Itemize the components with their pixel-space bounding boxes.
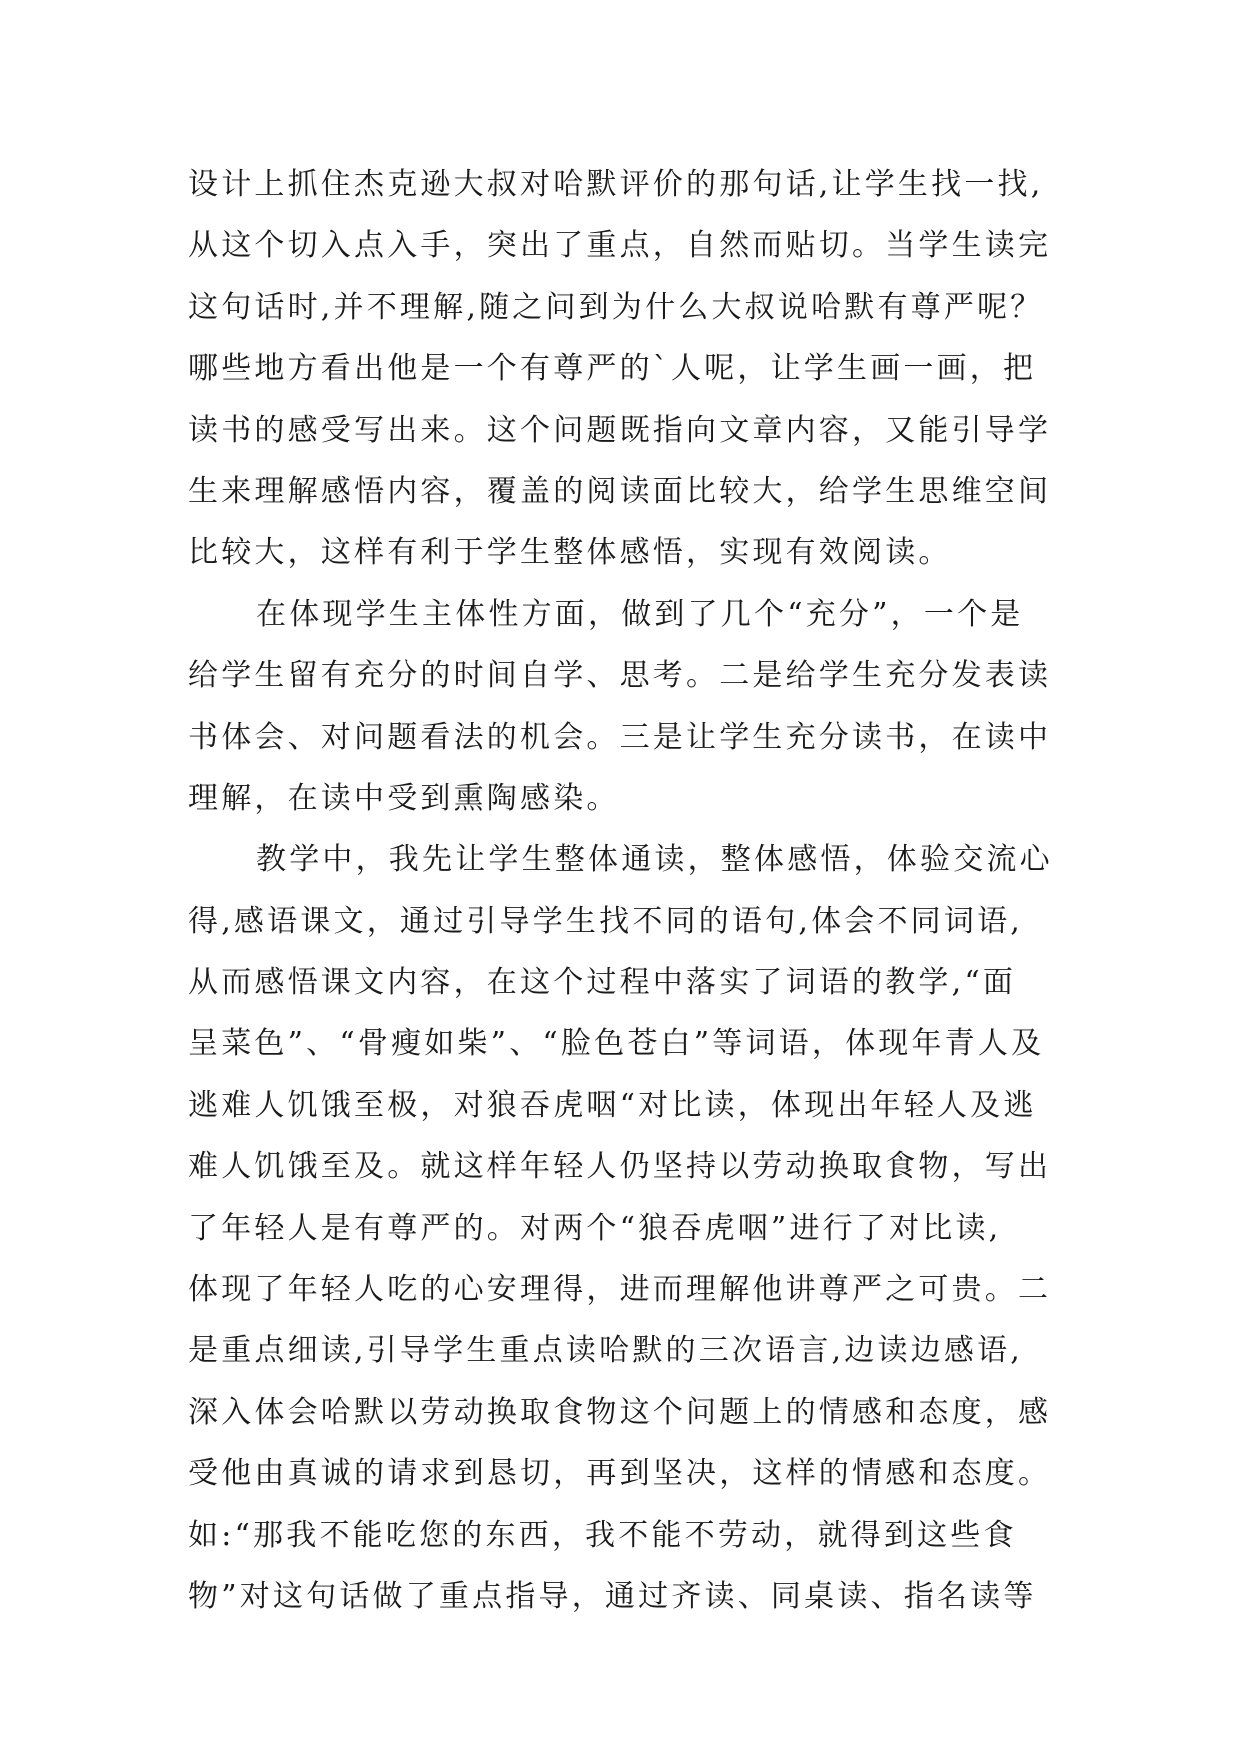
text-line: 体现了年轻人吃的心安理得，进而理解他讲尊严之可贵。二 — [188, 1272, 1052, 1308]
body-text — [188, 165, 1088, 1638]
text-line: 了年轻人是有尊严的。对两个“狼吞虎咽”进行了对比读, — [188, 1210, 1002, 1246]
text-line: 得,感语课文，通过引导学生找不同的语句,体会不同词语, — [188, 903, 1024, 939]
text-line: 设计上抓住杰克逊大叔对哈默评价的那句话,让学生找一找, — [188, 167, 1044, 202]
text-line: 生来理解感悟内容，覆盖的阅读面比较大，给学生思维空间 — [188, 473, 1052, 509]
text-line: 从这个切入点入手，突出了重点，自然而贴切。当学生读完 — [188, 228, 1052, 264]
text-line: 如:“那我不能吃您的东西，我不能不劳动，就得到这些食 — [188, 1517, 1017, 1553]
text-line: 受他由真诚的请求到恳切，再到坚决，这样的情感和态度。 — [188, 1456, 1052, 1492]
text-line: 比较大，这样有利于学生整体感悟，实现有效阅读。 — [188, 535, 952, 571]
text-line: 这句话时,并不理解,随之问到为什么大叔说哈默有尊严呢？ — [188, 289, 1044, 325]
text-line: 读书的感受写出来。这个问题既指向文章内容，又能引导学 — [188, 412, 1052, 448]
text-line: 从而感悟课文内容，在这个过程中落实了词语的教学,“面 — [188, 965, 1017, 1001]
text-line: 是重点细读,引导学生重点读哈默的三次语言,边读边感语, — [188, 1333, 1024, 1369]
text-line: 深入体会哈默以劳动换取食物这个问题上的情感和态度，感 — [188, 1394, 1052, 1430]
paragraph-start-line: 教学中，我先让学生整体通读，整体感悟，体验交流心 — [256, 842, 1053, 878]
text-line: 书体会、对问题看法的机会。三是让学生充分读书，在读中 — [188, 719, 1052, 755]
paragraph-start-line: 在体现学生主体性方面，做到了几个“充分”，一个是 — [256, 596, 1024, 632]
text-line: 哪些地方看出他是一个有尊严的`人呢，让学生画一画，把 — [188, 351, 1037, 387]
text-line: 难人饥饿至及。就这样年轻人仍坚持以劳动换取食物，写出 — [188, 1149, 1052, 1185]
text-line: 逃难人饥饿至极，对狼吞虎咽“对比读，体现出年轻人及逃 — [188, 1087, 1037, 1123]
text-line: 理解，在读中受到熏陶感染。 — [188, 780, 620, 816]
text-line: 呈菜色”、“骨瘦如柴”、“脸色苍白”等词语，体现年青人及 — [188, 1026, 1045, 1062]
text-line: 物”对这句话做了重点指导，通过齐读、同桌读、指名读等 — [188, 1578, 1037, 1614]
text-line: 给学生留有充分的时间自学、思考。二是给学生充分发表读 — [188, 658, 1052, 694]
